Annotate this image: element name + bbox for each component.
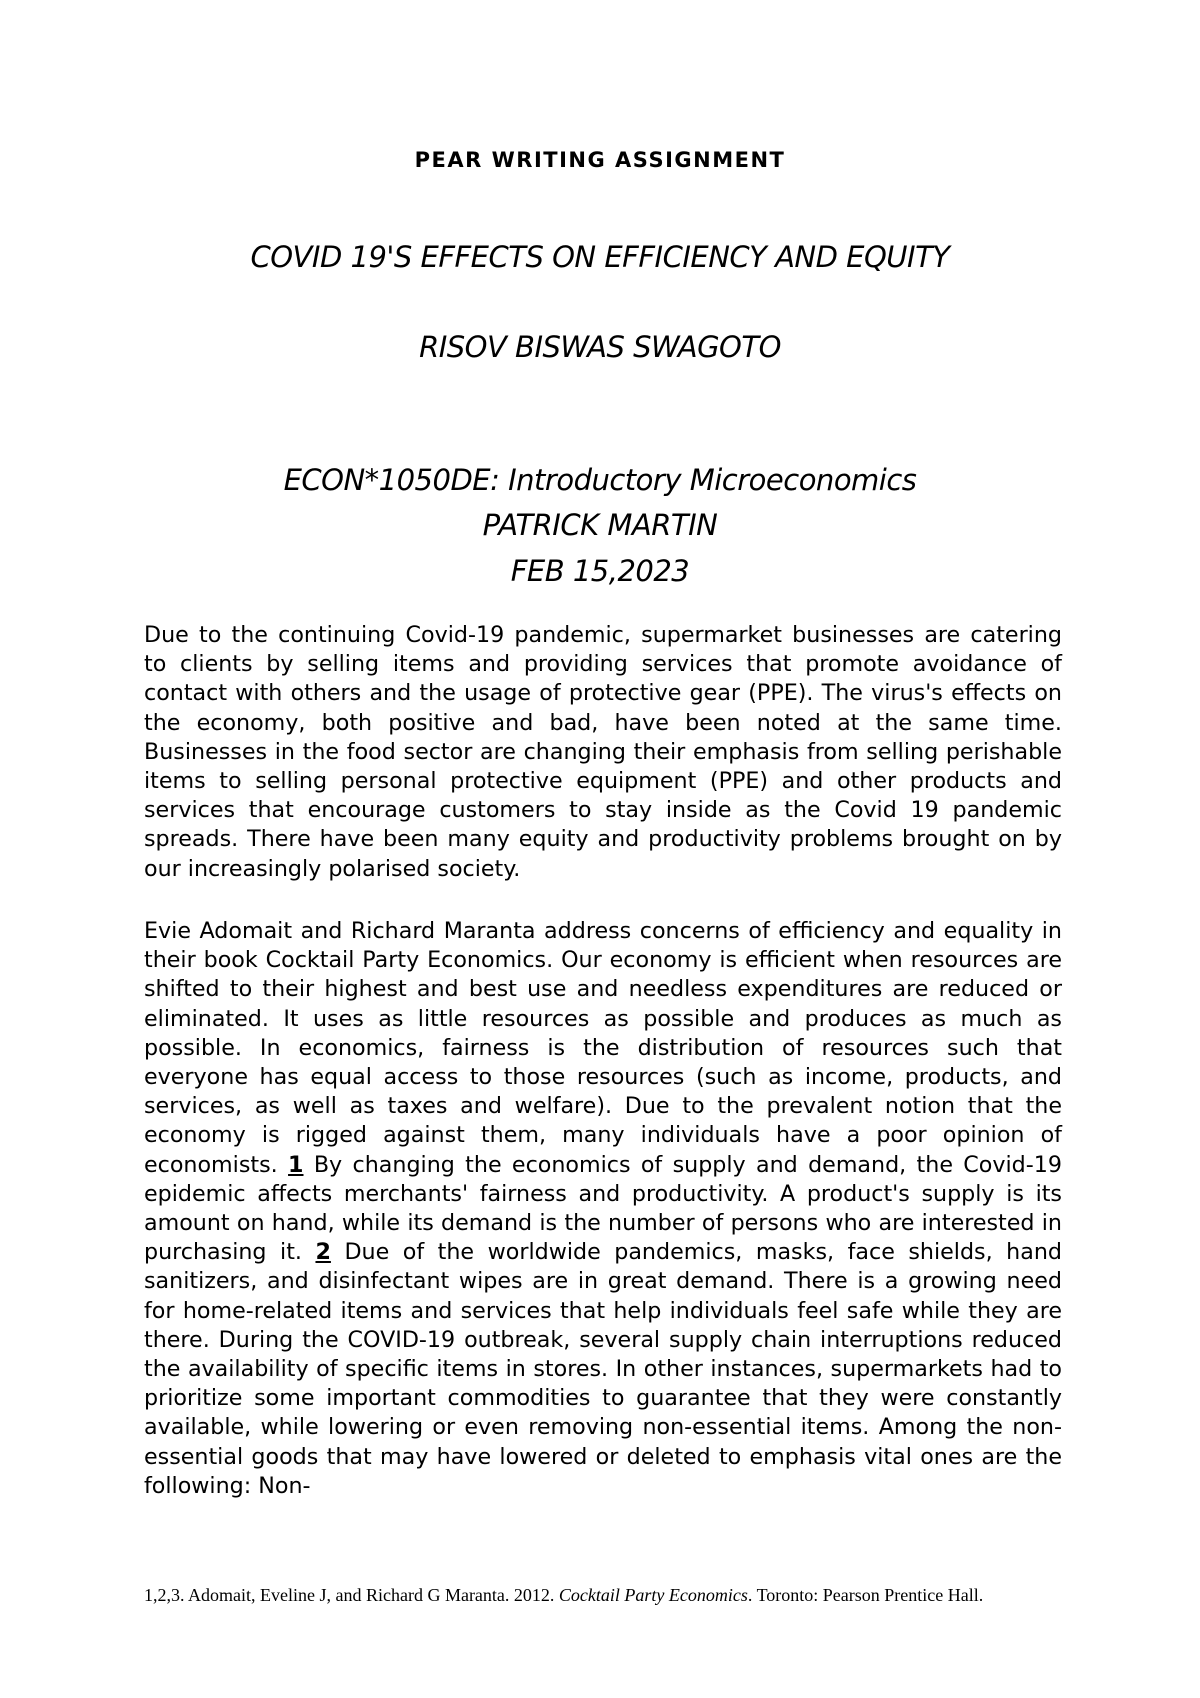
body-paragraph-1 — [144, 621, 1062, 884]
footnote-reference-1[interactable]: 1 — [288, 1151, 304, 1178]
essay-title: COVID 19'S EFFECTS ON EFFICIENCY AND EQUITY — [250, 240, 950, 274]
paragraph-segment: Due of the worldwide pandemics, masks, face shields, hand sanitizers, and disinfectant wipes are in great demand. There is a growing need for home-related items and services that help individuals feel safe while they are there. During the COVID-19 outbreak, several supply chain interruptions reduced the availability of specific items in stores. In other instances, supermarkets had to prioritize some important commodities to guarantee that they were constantly available, while lowering or even removing non-essential items. Among the non-essential goods that may have lowered or deleted to emphasis vital ones are the following: Non- — [144, 1239, 1062, 1499]
course-name: ECON*1050DE: Introductory Microeconomics — [283, 463, 917, 497]
paragraph-text: Due to the continuing Covid-19 pandemic, supermarket businesses are catering to clients by selling items and providing services that promote avoidance of contact with others and the usage of protective gear (PPE). The virus's effects on the economy, both positive and bad, have been noted at the same time. Businesses in the food sector are changing their emphasis from selling perishable items to selling personal protective equipment (PPE) and other products and services that encourage customers to stay inside as the Covid 19 pandemic spreads. There have been many equity and productivity problems brought on by our increasingly polarised society. — [144, 622, 1062, 882]
footnote — [144, 1584, 1062, 1607]
paragraph-segment: Evie Adomait and Richard Maranta address concerns of efficiency and equality in their book Cocktail Party Economics. Our economy is efficient when resources are shifted to their highest and best use and needless expenditures are reduced or eliminated. It uses as little resources as possible and produces as much as possible. In economics, fairness is the distribution of resources such that everyone has equal access to those resources (such as income, products, and services, as well as taxes and welfare). Due to the prevalent notion that the economy is rigged against them, many individuals have a poor opinion of economists. — [144, 918, 1062, 1178]
paragraph-segment: By changing the economics of supply and demand, the Covid-19 epidemic affects merchants' fairness and productivity. A product's supply is its amount on hand, while its demand is the number of persons who are interested in purchasing it. — [144, 1151, 1062, 1266]
paragraph-text — [144, 917, 1062, 1501]
footnote-book-title: Cocktail Party Economics — [558, 1585, 748, 1605]
footnote-prefix: 1,2,3. Adomait, Eveline J, and Richard G Maranta. 2012. — [144, 1585, 559, 1605]
body-paragraph-2 — [144, 917, 1062, 1501]
assignment-label: PEAR WRITING ASSIGNMENT — [414, 148, 786, 172]
footnote-suffix: . Toronto: Pearson Prentice Hall. — [747, 1585, 984, 1605]
submission-date: FEB 15,2023 — [510, 554, 690, 588]
instructor-name: PATRICK MARTIN — [482, 508, 718, 542]
author-name: RISOV BISWAS SWAGOTO — [419, 330, 781, 364]
footnote-reference-2[interactable]: 2 — [315, 1239, 331, 1266]
